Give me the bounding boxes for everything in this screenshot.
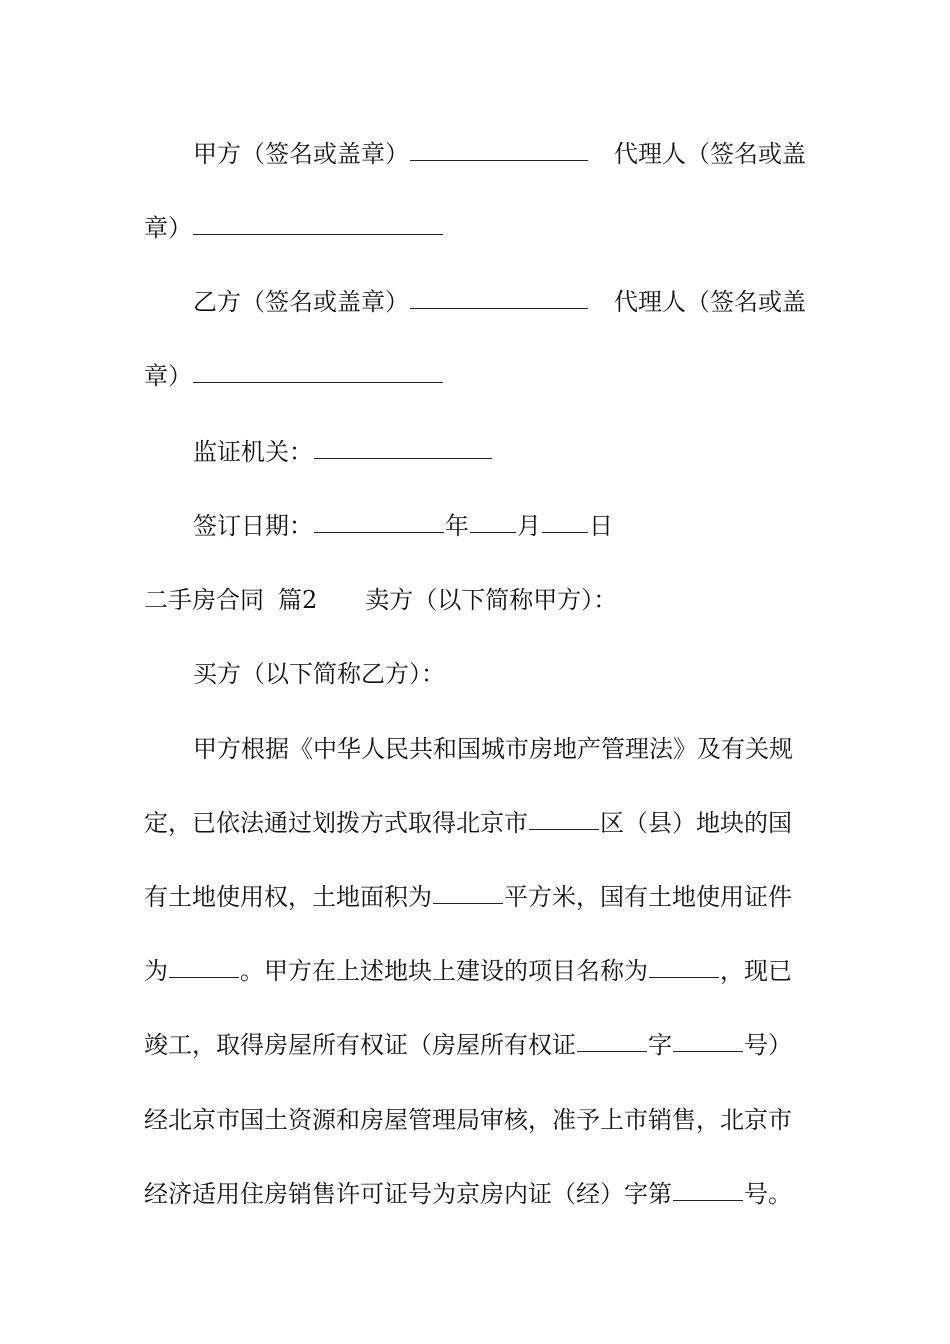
agent-label-part2: 章） bbox=[144, 214, 192, 242]
date-label: 签订日期： bbox=[193, 512, 313, 540]
party-a-signature-group bbox=[193, 134, 589, 174]
paragraph-line-4-part1: 为 bbox=[144, 957, 168, 985]
buyer-line-row bbox=[193, 654, 863, 694]
agent-label-part1: 代理人（签名或盖 bbox=[614, 140, 806, 168]
party-b-label: 乙方（签名或盖章） bbox=[193, 288, 409, 316]
land-certificate-blank bbox=[169, 953, 239, 978]
paragraph-line-5-part1: 竣工，取得房屋所有权证（房屋所有权证 bbox=[144, 1031, 576, 1059]
paragraph-line-7-part2: 号。 bbox=[744, 1180, 792, 1208]
paragraph-line-2-part1: 定，已依法通过划拨方式取得北京市 bbox=[144, 809, 528, 837]
month-blank bbox=[470, 508, 516, 533]
party-b-signature-line bbox=[193, 282, 806, 322]
paragraph-line-2-part2: 区（县）地块的国 bbox=[600, 809, 792, 837]
party-b-signature-blank bbox=[410, 284, 588, 309]
paragraph-line-3 bbox=[144, 877, 814, 917]
year-label: 年 bbox=[445, 512, 469, 540]
paragraph-line-4 bbox=[144, 951, 814, 991]
paragraph-line-3-part1: 有土地使用权，土地面积为 bbox=[144, 883, 432, 911]
party-b-agent-blank bbox=[193, 358, 443, 383]
section-title: 二手房合同 bbox=[144, 586, 264, 614]
party-a-agent-signature-line bbox=[144, 208, 814, 248]
paragraph-line-6-text: 经北京市国土资源和房屋管理局审核，准予上市销售，北京市 bbox=[144, 1106, 792, 1134]
paragraph-line-5-part3: 号） bbox=[744, 1031, 792, 1059]
day-blank bbox=[542, 508, 588, 533]
paragraph-line-5-part2: 字 bbox=[648, 1031, 672, 1059]
sales-permit-number-blank bbox=[673, 1176, 743, 1201]
paragraph-line-1-text: 甲方根据《中华人民共和国城市房地产管理法》及有关规 bbox=[193, 735, 793, 763]
paragraph-line-1 bbox=[193, 729, 863, 769]
month-label: 月 bbox=[517, 512, 541, 540]
party-a-label: 甲方（签名或盖章） bbox=[193, 140, 409, 168]
paragraph-line-3-part2: 平方米，国有土地使用证件 bbox=[504, 883, 792, 911]
supervisor-label: 监证机关： bbox=[193, 438, 313, 466]
signing-date-line bbox=[193, 506, 863, 546]
paragraph-line-4-part2: 。甲方在上述地块上建设的项目名称为 bbox=[240, 957, 648, 985]
year-blank bbox=[314, 508, 444, 533]
day-label: 日 bbox=[589, 512, 613, 540]
ownership-certificate-character-blank bbox=[577, 1027, 647, 1052]
district-blank bbox=[529, 805, 599, 830]
seller-line: 卖方（以下简称甲方）： bbox=[365, 586, 618, 614]
paragraph-line-4-part3: ，现已 bbox=[720, 957, 792, 985]
party-b-signature-group bbox=[193, 282, 589, 322]
paragraph-line-6 bbox=[144, 1100, 814, 1140]
party-a-signature-blank bbox=[410, 136, 588, 161]
buyer-line: 买方（以下简称乙方）： bbox=[193, 660, 445, 688]
section-label: 篇2 bbox=[278, 586, 318, 614]
agent-label-part1: 代理人（签名或盖 bbox=[614, 288, 806, 316]
paragraph-line-2 bbox=[144, 803, 814, 843]
section-2-heading-line bbox=[144, 580, 814, 620]
supervisor-blank bbox=[314, 434, 492, 459]
party-a-agent-blank bbox=[193, 210, 443, 235]
supervisor-line bbox=[193, 432, 863, 472]
paragraph-line-7 bbox=[144, 1174, 814, 1214]
project-name-blank bbox=[649, 953, 719, 978]
party-b-agent-signature-line bbox=[144, 356, 814, 396]
paragraph-line-5 bbox=[144, 1025, 814, 1065]
ownership-certificate-number-blank bbox=[673, 1027, 743, 1052]
agent-label-part2: 章） bbox=[144, 362, 192, 390]
party-a-signature-line bbox=[193, 134, 806, 174]
land-area-blank bbox=[433, 879, 503, 904]
paragraph-line-7-part1: 经济适用住房销售许可证号为京房内证（经）字第 bbox=[144, 1180, 672, 1208]
